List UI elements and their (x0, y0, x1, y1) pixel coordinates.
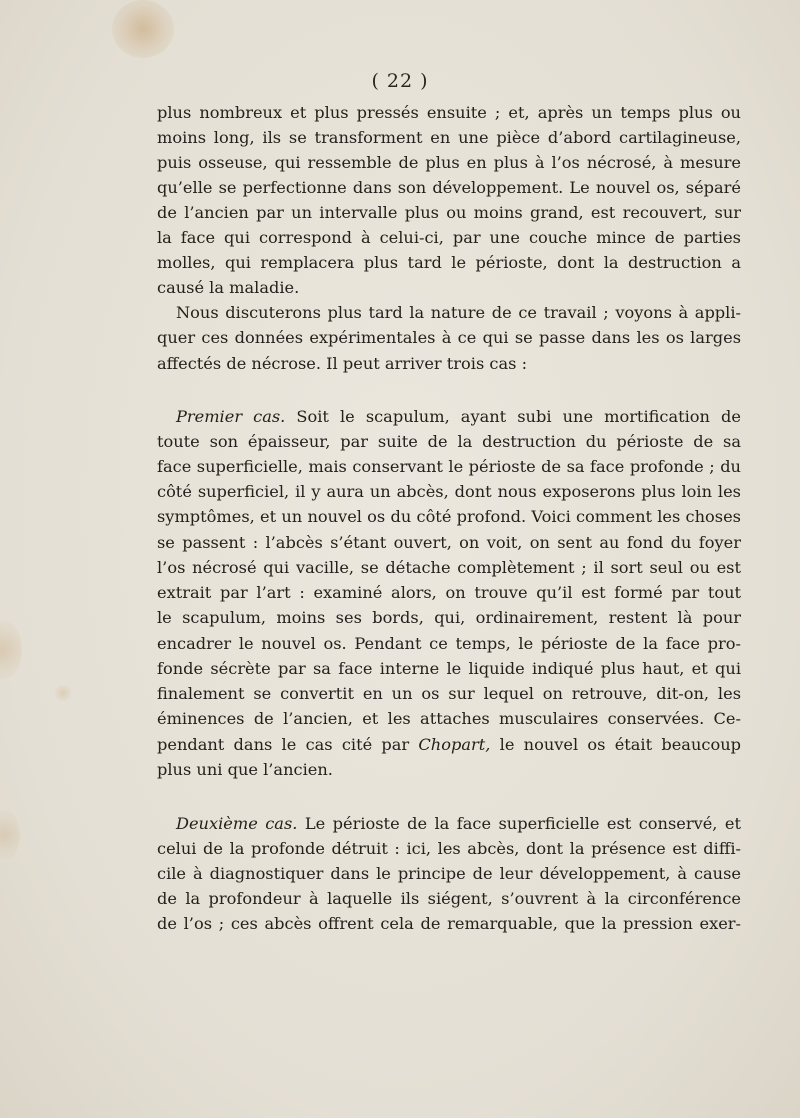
foxing-stain (55, 685, 71, 701)
text-line: celui de la profonde détruit : ici, les abcès, dont la présence est diffi- (157, 839, 741, 858)
case-heading: Deuxième cas. (176, 814, 298, 833)
case-first-line (176, 404, 741, 430)
foxing-stain (0, 620, 22, 680)
text-line: face superficielle, mais conservant le périoste de sa face profonde ; du (157, 457, 741, 476)
text-line: de la profondeur à laquelle ils siégent, s’ouvrent à la circonférence (157, 889, 741, 908)
page-number: ( 22 ) (371, 70, 429, 92)
text-line: toute son épaisseur, par suite de la destruction du périoste de sa (157, 432, 741, 451)
text-line: éminences de l’ancien, et les attaches musculaires conservées. Ce- (157, 709, 741, 728)
text-line-with-name (157, 732, 741, 758)
text-line: le scapulum, moins ses bords, qui, ordinairement, restent là pour (157, 608, 741, 627)
text-line: la face qui correspond à celui-ci, par une couche mince de parties (157, 228, 741, 247)
text-line: plus nombreux et plus pressés ensuite ; et, après un temps plus ou (157, 103, 741, 122)
text-line: moins long, ils se transforment en une pièce d’abord cartilagineuse, (157, 128, 741, 147)
text-line: qu’elle se perfectionne dans son développement. Le nouvel os, séparé (157, 178, 741, 197)
text-span: Soit le scapulum, ayant subi une mortification de (296, 407, 741, 426)
text-line: quer ces données expérimentales à ce qui se passe dans les os larges (157, 328, 741, 347)
text-line: encadrer le nouvel os. Pendant ce temps, le périoste de la face pro- (157, 634, 741, 653)
text-line: se passent : l’abcès s’étant ouvert, on voit, on sent au fond du foyer (157, 533, 741, 552)
text-line: cile à diagnostiquer dans le principe de leur développement, à cause (157, 864, 741, 883)
text-line: de l’ancien par un intervalle plus ou moins grand, est recouvert, sur (157, 203, 741, 222)
text-line: plus uni que l’ancien. (157, 760, 333, 779)
text-line: côté superficiel, il y aura un abcès, dont nous exposerons plus loin les (157, 482, 741, 501)
foxing-stain (0, 810, 20, 860)
text-line: finalement se convertit en un os sur lequel on retrouve, dit-on, les (157, 684, 741, 703)
text-line: puis osseuse, qui ressemble de plus en plus à l’os nécrosé, à mesure (157, 153, 741, 172)
text-line: causé la maladie. (157, 278, 300, 297)
text-span: pendant dans le cas cité par (157, 735, 419, 754)
foxing-stain (112, 0, 174, 58)
case-heading: Premier cas. (176, 407, 286, 426)
text-span: le nouvel os était beaucoup (490, 735, 741, 754)
text-line: affectés de nécrose. Il peut arriver trois cas : (157, 354, 528, 373)
case-first-line (176, 811, 741, 837)
text-line: Nous discuterons plus tard la nature de ce travail ; voyons à appli- (176, 303, 741, 322)
author-name: Chopart, (418, 735, 491, 754)
text-line: l’os nécrosé qui vacille, se détache complètement ; il sort seul ou est (157, 558, 741, 577)
text-line: extrait par l’art : examiné alors, on trouve qu’il est formé par tout (157, 583, 741, 602)
text-line: de l’os ; ces abcès offrent cela de remarquable, que la pression exer- (157, 914, 741, 933)
text-line: symptômes, et un nouvel os du côté profond. Voici comment les choses (157, 507, 741, 526)
text-span: Le périoste de la face superficielle est conservé, et (304, 814, 741, 833)
text-line: molles, qui remplacera plus tard le périoste, dont la destruction a (157, 253, 741, 272)
text-line: fonde sécrète par sa face interne le liquide indiqué plus haut, et qui (157, 659, 741, 678)
